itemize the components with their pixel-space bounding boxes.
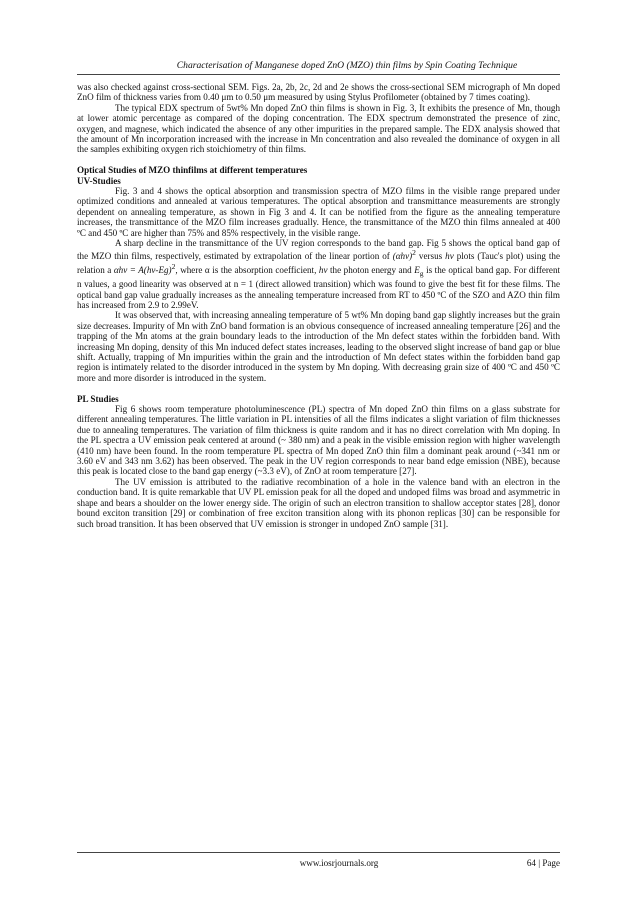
formula-superscript: 2 <box>412 248 416 258</box>
symbol: hv <box>445 251 454 262</box>
paragraph: was also checked against cross-sectional SEM. Figs. 2a, 2b, 2c, 2d and 2e shows the cross-sectional SEM micrograph of Mn doped ZnO film of thickness varies from 0.40 μm to 0.50 μm measured by using Stylus Profilometer (obtained by 7 times coating). <box>77 82 560 103</box>
text-run: plots (Tauc's plot) using the relation a <box>77 251 560 275</box>
subsection-heading: UV-Studies <box>77 175 121 186</box>
text-run: , where α is the absorption coefficient, <box>175 264 319 275</box>
journal-url: www.iosrjournals.org <box>299 858 379 868</box>
symbol: E <box>414 264 420 275</box>
paragraph: Fig 6 shows room temperature photoluminescence (PL) spectra of Mn doped ZnO thin films on a glass substrate for different annealing temperatures. The little variation in PL intensities of all the films indicates a slight variation of film thicknesses due to annealing temperatures. The variation of film thickness is quite random and it has no direct correlation with Mn doping. In the PL spectra a UV emission peak centered at around (~ 380 nm) and a peak in the visible emission region with higher wavelength (410 nm) have been found. In the room temperature PL spectra of Mn doped ZnO thin film a dominant peak around (~341 nm or 3.60 eV and 343 nm 3.62) has been observed. The peak in the UV region corresponds to near band edge emission (NBE), because this peak is located close to the band gap energy (~3.3 eV), of ZnO at room temperature [27]. <box>77 404 560 477</box>
paragraph: It was observed that, with increasing annealing temperature of 5 wt% Mn doping band gap slightly increases but the grain size decreases. Impurity of Mn with ZnO band formation is an obvious consequence of increased annealing temperature [26] and the trapping of the Mn atoms at the grain boundary leads to the introduction of the Mn defect states within the forbidden band. With increasing Mn doping, density of this Mn induced defect states increases, leading to the observed slight increase of band gap or blue shift. Actually, trapping of Mn impurities within the grain and the introduction of Mn defect states within the forbidden band gap region is intimately related to the disorder introduced in the system by Mn doping. With decreasing grain size of 400 ºC and 450 ºC more and more disorder is introduced in the system. <box>77 310 560 383</box>
formula: αhv = A(hv-Eg) <box>113 264 172 275</box>
formula: (αhv) <box>392 251 413 262</box>
section-heading: Optical Studies of MZO thinfilms at different temperatures <box>77 165 308 176</box>
footer-rule <box>77 852 560 853</box>
header-rule <box>77 74 560 75</box>
paragraph <box>77 238 560 310</box>
text-run: versus <box>415 251 446 262</box>
paragraph: Fig. 3 and 4 shows the optical absorption and transmission spectra of MZO films in the visible range prepared under optimized conditions and annealed at various temperatures. The optical absorption and transmittance measurements are strongly dependent on annealing temperature, as shown in Fig 3 and 4. It can be notified from the figure as the annealing temperature increases, the transmittance of the MZO film increases gradually. Hence, the transmittance of the MZO thin films annealed at 400 ºC and 450 ºC are higher than 75% and 85% respectively, in the visible range. <box>77 186 560 238</box>
symbol: hv <box>318 264 328 275</box>
symbol-subscript: g <box>419 268 424 278</box>
section-heading: PL Studies <box>77 393 119 404</box>
paragraph: The typical EDX spectrum of 5wt% Mn doped ZnO thin films is shown in Fig. 3, It exhibits the presence of Mn, though at lower atomic percentage as compared of the doping concentration. The EDX spectrum demonstrated the presence of zinc, oxygen, and magnese, which indicated the absence of any other impurities in the prepared sample. The EDX analysis showed that the amount of Mn incorporation increased with the increase in Mn concentration and also revealed the dominance of oxygen in all the samples exhibiting oxygen rich stoichiometry of thin films. <box>77 102 560 155</box>
text-run: the photon energy and <box>327 264 415 275</box>
article-body <box>77 82 560 529</box>
text-run: A sharp decline in the transmittance of the UV region corresponds to the band gap. Fig 5 shows the optical band gap of the MZO thin films, respectively, estimated by extrapolation of the linear portion of <box>77 238 560 262</box>
running-header: Characterisation of Manganese doped ZnO (MZO) thin films by Spin Coating Technique <box>176 60 518 71</box>
formula-superscript: 2 <box>171 261 176 271</box>
page-number: 64 | Page <box>526 858 560 868</box>
paragraph: The UV emission is attributed to the radiative recombination of a hole in the valence band with an electron in the conduction band. It is quite remarkable that UV PL emission peak for all the doped and undoped films was broad and asymmetric in shape and bears a shoulder on the lower energy side. The origin of such an electron transition to shallow acceptor states [28], donor bound exciton transition [29] or combination of free exciton transition along with its phonon replicas [30] can be responsible for such broad transition. It has been observed that UV emission is stronger in undoped ZnO sample [31]. <box>77 476 560 529</box>
text-run: is the optical band gap. For different n values, a good linearity was observed at n = 1 (direct allowed transition) which was found to give the best fit for these films. The optical band gap value gradually increases as the annealing temperature increased from RT to 450 ºC of the SZO and AZO thin film has increased from 2.9 to 2.99eV. <box>77 264 561 310</box>
